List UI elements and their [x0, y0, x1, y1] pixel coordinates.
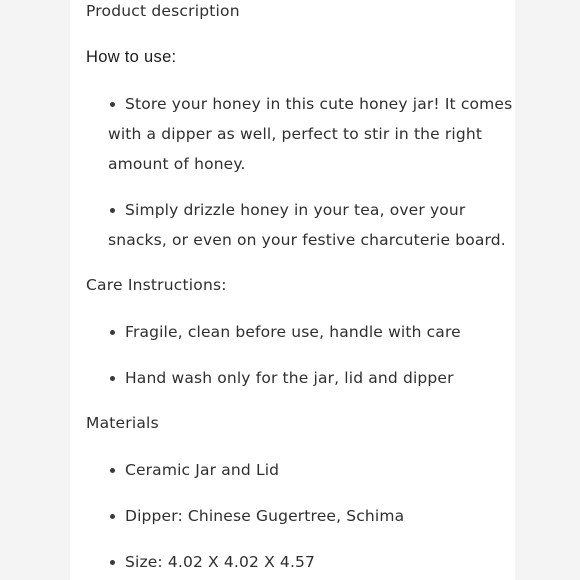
list-item-line: Hand wash only for the jar, lid and dipper [125, 369, 454, 387]
list-item-care-1 [125, 317, 461, 347]
list-item-materials-2 [125, 501, 404, 531]
list-item-line: amount of honey. [108, 155, 246, 173]
list-item-line: snacks, or even on your festive charcuterie board. [108, 231, 506, 249]
list-item-line: Size: 4.02 X 4.02 X 4.57 [125, 553, 316, 571]
list-item-line: Store your honey in this cute honey jar! It comes [125, 95, 513, 113]
list-item-materials-3 [125, 547, 315, 577]
bullet-marker [110, 330, 115, 335]
bullet-marker [110, 376, 115, 381]
list-item-how-to-use-1 [108, 89, 512, 179]
bullet-marker [110, 468, 115, 473]
list-item-line: with a dipper as well, perfect to stir in the right [108, 125, 483, 143]
list-item-line: Simply drizzle honey in your tea, over your [125, 201, 466, 219]
materials-heading: Materials [86, 414, 159, 432]
product-description-heading: Product description [86, 2, 240, 20]
how-to-use-heading: How to use: [86, 48, 177, 66]
list-item-line: Fragile, clean before use, handle with care [125, 323, 461, 341]
list-item-line: Ceramic Jar and Lid [125, 461, 280, 479]
list-item-how-to-use-2 [108, 195, 506, 255]
list-item-materials-1 [125, 455, 279, 485]
care-instructions-heading: Care Instructions: [86, 276, 227, 294]
bullet-marker [110, 560, 115, 565]
bullet-marker [110, 514, 115, 519]
list-item-line: Dipper: Chinese Gugertree, Schima [125, 507, 405, 525]
list-item-care-2 [125, 363, 454, 393]
